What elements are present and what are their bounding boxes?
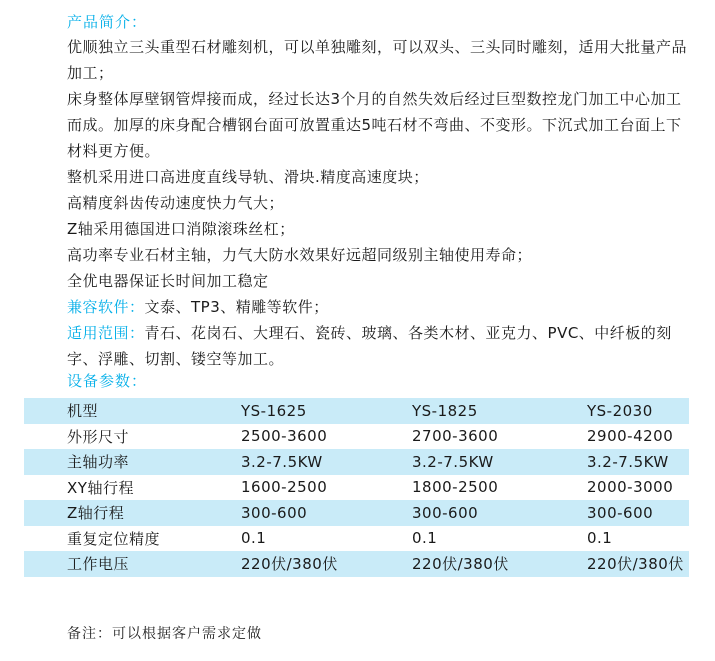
table-row bbox=[24, 475, 689, 501]
software-line bbox=[67, 294, 329, 320]
table-cell: 主轴功率 bbox=[24, 449, 241, 475]
table-cell: 3.2-7.5KW bbox=[587, 449, 689, 475]
custom-order-note: 备注：可以根据客户需求定做 bbox=[67, 626, 262, 642]
feature-item: 整机采用进口高进度直线导轨、滑块.精度高速度块； bbox=[67, 168, 429, 186]
specs-table bbox=[24, 398, 689, 577]
software-label: 兼容软件： bbox=[67, 298, 145, 316]
table-cell: 3.2-7.5KW bbox=[241, 449, 412, 475]
table-cell: 300-600 bbox=[241, 500, 412, 526]
table-row bbox=[24, 449, 689, 475]
table-cell: YS-2030 bbox=[587, 398, 689, 424]
intro-heading: 产品简介： bbox=[67, 13, 148, 31]
table-cell: 3.2-7.5KW bbox=[412, 449, 587, 475]
table-cell: 0.1 bbox=[241, 526, 412, 552]
software-value: 文泰、TP3、精雕等软件； bbox=[144, 298, 329, 316]
table-cell: 工作电压 bbox=[24, 551, 241, 577]
table-cell: 机型 bbox=[24, 398, 241, 424]
table-cell: 220伏/380伏 bbox=[412, 551, 587, 577]
intro-paragraph-1-text: 优顺独立三头重型石材雕刻机，可以单独雕刻，可以双头、三头同时雕刻，适用大批量产品加工； bbox=[67, 38, 688, 82]
table-row bbox=[24, 398, 689, 424]
feature-item: 高精度斜齿传动速度快力气大； bbox=[67, 194, 285, 212]
feature-item: Z轴采用德国进口消隙滚珠丝杠； bbox=[67, 220, 295, 238]
intro-paragraph-2 bbox=[24, 86, 696, 164]
table-cell: 220伏/380伏 bbox=[587, 551, 689, 577]
table-cell: 1800-2500 bbox=[412, 475, 587, 501]
table-cell: Z轴行程 bbox=[24, 500, 241, 526]
table-cell: 220伏/380伏 bbox=[241, 551, 412, 577]
application-text bbox=[24, 320, 696, 372]
table-cell: 0.1 bbox=[412, 526, 587, 552]
table-cell: 0.1 bbox=[587, 526, 689, 552]
table-cell: 300-600 bbox=[412, 500, 587, 526]
table-cell: 2700-3600 bbox=[412, 424, 587, 450]
specs-heading: 设备参数： bbox=[67, 372, 148, 390]
table-row bbox=[24, 551, 689, 577]
table-cell: 2900-4200 bbox=[587, 424, 689, 450]
table-cell: XY轴行程 bbox=[24, 475, 241, 501]
table-row bbox=[24, 424, 689, 450]
feature-item: 全优电器保证长时间加工稳定 bbox=[67, 272, 269, 290]
table-row bbox=[24, 500, 689, 526]
table-cell: 2500-3600 bbox=[241, 424, 412, 450]
feature-item: 高功率专业石材主轴，力气大防水效果好远超同级别主轴使用寿命； bbox=[67, 246, 533, 264]
table-cell: 2000-3000 bbox=[587, 475, 689, 501]
table-cell: 1600-2500 bbox=[241, 475, 412, 501]
application-value: 青石、花岗石、大理石、瓷砖、玻璃、各类木材、亚克力、PVC、中纤板的刻字、浮雕、切割、镂空等加工。 bbox=[67, 324, 672, 368]
application-label: 适用范围： bbox=[67, 324, 145, 342]
intro-paragraph-1 bbox=[24, 34, 696, 86]
table-cell: 300-600 bbox=[587, 500, 689, 526]
intro-paragraph-2-text: 床身整体厚壁钢管焊接而成，经过长达3个月的自然失效后经过巨型数控龙门加工中心加工而成。加厚的床身配合槽钢台面可放置重达5吨石材不弯曲、不变形。下沉式加工台面上下材料更方便。 bbox=[67, 90, 682, 160]
table-cell: YS-1625 bbox=[241, 398, 412, 424]
table-cell: 重复定位精度 bbox=[24, 526, 241, 552]
table-cell: 外形尺寸 bbox=[24, 424, 241, 450]
table-row bbox=[24, 526, 689, 552]
table-cell: YS-1825 bbox=[412, 398, 587, 424]
application-paragraph bbox=[24, 320, 696, 372]
